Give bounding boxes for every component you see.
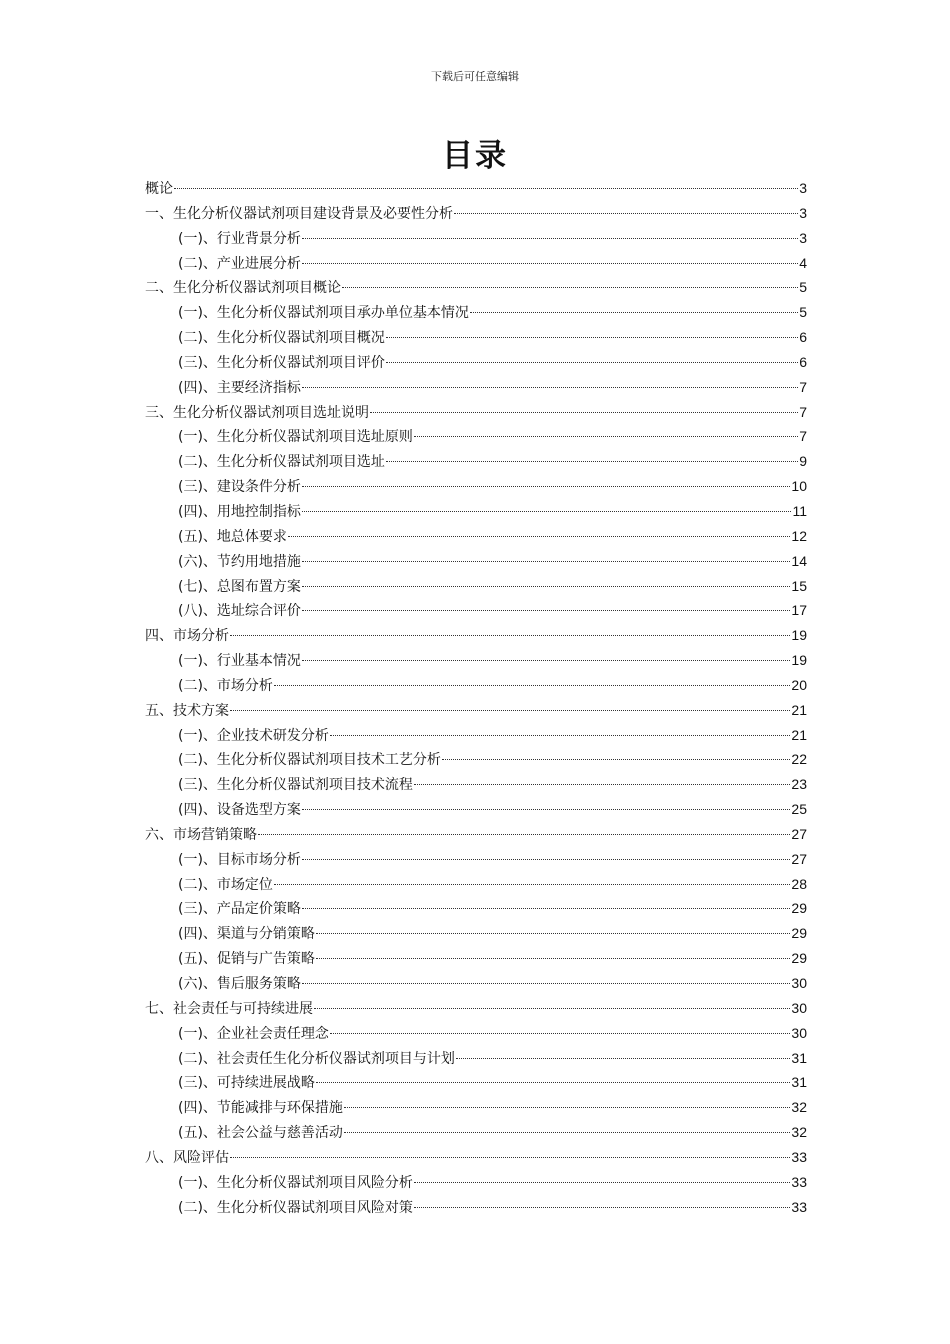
toc-entry[interactable]	[145, 1120, 807, 1145]
toc-entry-page-number: 27	[791, 850, 807, 867]
toc-entry-label: (二)、产业进展分析	[178, 255, 301, 272]
toc-entry-page-number: 3	[799, 180, 807, 196]
toc-entry-label: (三)、产品定价策略	[178, 901, 301, 918]
toc-entry[interactable]	[145, 598, 807, 623]
toc-entry[interactable]	[145, 449, 807, 474]
toc-entry[interactable]	[145, 946, 807, 971]
toc-entry[interactable]	[145, 251, 807, 276]
toc-dot-leader	[442, 759, 790, 760]
toc-entry-label: 一、生化分析仪器试剂项目建设背景及必要性分析	[145, 205, 453, 222]
toc-dot-leader	[302, 511, 792, 512]
toc-dot-leader	[386, 461, 798, 462]
toc-entry[interactable]	[145, 176, 807, 201]
toc-dot-leader	[344, 1107, 790, 1108]
toc-entry[interactable]	[145, 574, 807, 599]
toc-dot-leader	[470, 312, 798, 313]
toc-dot-leader	[414, 436, 798, 437]
toc-entry-label: (七)、总图布置方案	[178, 578, 301, 595]
toc-entry-label: (一)、生化分析仪器试剂项目风险分析	[178, 1174, 413, 1191]
toc-dot-leader	[316, 933, 790, 934]
toc-entry-label: (一)、生化分析仪器试剂项目选址原则	[178, 429, 413, 446]
toc-entry-page-number: 33	[791, 1198, 807, 1215]
toc-entry-page-number: 33	[791, 1173, 807, 1190]
toc-entry-page-number: 21	[791, 726, 807, 743]
toc-entry-page-number: 25	[791, 801, 807, 818]
toc-dot-leader	[174, 188, 798, 189]
toc-entry-page-number: 29	[791, 950, 807, 967]
toc-entry-page-number: 4	[799, 254, 807, 271]
toc-entry[interactable]	[145, 797, 807, 822]
toc-entry-page-number: 7	[799, 403, 807, 420]
toc-entry[interactable]	[145, 201, 807, 226]
toc-entry-page-number: 32	[791, 1099, 807, 1116]
toc-entry[interactable]	[145, 1021, 807, 1046]
toc-entry[interactable]	[145, 996, 807, 1021]
toc-entry-label: (六)、售后服务策略	[178, 976, 301, 992]
toc-entry-label: (二)、生化分析仪器试剂项目概况	[178, 330, 385, 347]
toc-entry-label: (二)、社会责任生化分析仪器试剂项目与计划	[178, 1050, 455, 1067]
toc-entry[interactable]	[145, 1195, 807, 1220]
toc-entry[interactable]	[145, 400, 807, 425]
toc-entry-label: 二、生化分析仪器试剂项目概论	[145, 280, 341, 297]
toc-dot-leader	[230, 710, 790, 711]
toc-entry-page-number: 19	[791, 652, 807, 669]
toc-entry-label: (三)、建设条件分析	[178, 479, 301, 496]
toc-entry[interactable]	[145, 325, 807, 350]
toc-dot-leader	[230, 1157, 790, 1158]
toc-dot-leader	[302, 859, 790, 860]
toc-dot-leader	[316, 958, 790, 959]
toc-title: 目录	[442, 138, 508, 174]
toc-entry-label: (四)、主要经济指标	[178, 379, 301, 396]
toc-dot-leader	[370, 412, 798, 413]
toc-entry-label: (四)、设备选型方案	[178, 802, 301, 819]
toc-dot-leader	[414, 1182, 790, 1183]
toc-entry-page-number: 9	[799, 453, 807, 470]
toc-entry-page-number: 10	[791, 478, 807, 495]
toc-entry-label: (二)、市场定位	[178, 876, 273, 893]
toc-dot-leader	[414, 784, 790, 785]
toc-dot-leader	[302, 561, 790, 562]
toc-entry-page-number: 33	[791, 1148, 807, 1165]
toc-entry-page-number: 6	[799, 329, 807, 346]
toc-entry[interactable]	[145, 350, 807, 375]
toc-dot-leader	[456, 1058, 790, 1059]
toc-entry-page-number: 27	[791, 825, 807, 842]
toc-entry-label: (八)、选址综合评价	[178, 603, 301, 620]
toc-entry-label: (六)、节约用地措施	[178, 553, 301, 570]
toc-entry-label: (三)、可持续进展战略	[178, 1075, 315, 1092]
toc-entry-page-number: 11	[792, 502, 807, 519]
toc-dot-leader	[414, 1207, 790, 1208]
toc-entry-label: (二)、生化分析仪器试剂项目技术工艺分析	[178, 752, 441, 769]
toc-entry-label: (四)、节能减排与环保措施	[178, 1100, 343, 1117]
toc-entry[interactable]	[145, 1046, 807, 1071]
toc-entry-label: (一)、企业社会责任理念	[178, 1025, 329, 1042]
toc-entry-label: (一)、行业基本情况	[178, 653, 301, 670]
toc-entry-page-number: 14	[791, 552, 807, 569]
toc-dot-leader	[302, 908, 790, 909]
toc-entry[interactable]	[145, 723, 807, 748]
toc-entry-page-number: 32	[791, 1124, 807, 1141]
toc-dot-leader	[274, 884, 790, 885]
toc-dot-leader	[302, 660, 790, 661]
toc-entry[interactable]	[145, 772, 807, 797]
toc-entry-label: 八、风险评估	[145, 1149, 229, 1166]
toc-entry[interactable]	[145, 847, 807, 872]
toc-entry-page-number: 5	[799, 279, 807, 296]
toc-entry-page-number: 7	[799, 378, 807, 395]
toc-entry-page-number: 3	[799, 204, 807, 221]
toc-entry-page-number: 22	[791, 751, 807, 768]
toc-entry[interactable]	[145, 226, 807, 251]
toc-entry-page-number: 31	[791, 1074, 807, 1091]
toc-entry[interactable]	[145, 747, 807, 772]
toc-entry-label: (四)、用地控制指标	[178, 503, 301, 520]
toc-dot-leader	[302, 387, 798, 388]
toc-entry[interactable]	[145, 698, 807, 723]
toc-dot-leader	[274, 685, 790, 686]
toc-entry-page-number: 12	[791, 527, 807, 544]
toc-dot-leader	[330, 735, 790, 736]
toc-entry-label: (五)、地总体要求	[178, 528, 287, 545]
toc-dot-leader	[258, 834, 790, 835]
toc-entry-page-number: 29	[791, 900, 807, 917]
toc-entry[interactable]	[145, 1170, 807, 1195]
toc-entry-page-number: 30	[791, 1024, 807, 1041]
toc-entry[interactable]	[145, 375, 807, 400]
toc-entry-label: (五)、促销与广告策略	[178, 951, 315, 968]
toc-dot-leader	[302, 238, 798, 239]
toc-entry-page-number: 5	[799, 304, 807, 321]
toc-dot-leader	[386, 337, 798, 338]
toc-entry-page-number: 28	[791, 875, 807, 892]
toc-dot-leader	[342, 287, 798, 288]
toc-dot-leader	[302, 263, 798, 264]
toc-dot-leader	[230, 635, 790, 636]
toc-dot-leader	[454, 213, 798, 214]
toc-entry-label: (四)、渠道与分销策略	[178, 926, 315, 943]
toc-dot-leader	[302, 610, 790, 611]
toc-entry[interactable]	[145, 499, 807, 524]
toc-dot-leader	[288, 536, 790, 537]
toc-entry[interactable]	[145, 872, 807, 897]
toc-entry[interactable]	[145, 549, 807, 574]
table-of-contents	[145, 176, 807, 1219]
toc-entry[interactable]	[145, 275, 807, 300]
toc-entry-label: (二)、市场分析	[178, 677, 273, 694]
toc-entry-page-number: 29	[791, 925, 807, 942]
toc-entry-label: 概论	[145, 181, 173, 197]
toc-entry[interactable]	[145, 1070, 807, 1095]
toc-dot-leader	[344, 1132, 790, 1133]
toc-entry-label: (一)、生化分析仪器试剂项目承办单位基本情况	[178, 305, 469, 322]
toc-entry-label: 四、市场分析	[145, 628, 229, 645]
toc-dot-leader	[314, 1008, 790, 1009]
header-note: 下载后可任意编辑	[431, 70, 519, 83]
toc-entry-label: (二)、生化分析仪器试剂项目风险对策	[178, 1199, 413, 1216]
toc-entry[interactable]	[145, 921, 807, 946]
toc-dot-leader	[302, 586, 790, 587]
toc-entry[interactable]	[145, 1095, 807, 1120]
toc-entry-label: (三)、生化分析仪器试剂项目评价	[178, 354, 385, 371]
toc-entry-label: (五)、社会公益与慈善活动	[178, 1125, 343, 1142]
toc-entry-page-number: 30	[791, 975, 807, 991]
toc-entry-page-number: 20	[791, 676, 807, 693]
toc-entry-page-number: 7	[799, 428, 807, 445]
toc-entry-label: (一)、行业背景分析	[178, 230, 301, 247]
toc-entry[interactable]	[145, 300, 807, 325]
toc-entry[interactable]	[145, 1145, 807, 1170]
toc-entry-label: 三、生化分析仪器试剂项目选址说明	[145, 404, 369, 421]
toc-entry[interactable]	[145, 524, 807, 549]
toc-entry-label: (一)、目标市场分析	[178, 851, 301, 868]
toc-dot-leader	[316, 1082, 790, 1083]
toc-entry[interactable]	[145, 673, 807, 698]
toc-dot-leader	[302, 809, 790, 810]
toc-entry-label: 五、技术方案	[145, 702, 229, 719]
toc-entry-label: (三)、生化分析仪器试剂项目技术流程	[178, 777, 413, 794]
toc-entry-page-number: 6	[799, 353, 807, 370]
toc-dot-leader	[330, 1033, 790, 1034]
toc-entry-label: (一)、企业技术研发分析	[178, 727, 329, 744]
toc-entry[interactable]	[145, 424, 807, 449]
toc-entry-page-number: 17	[791, 602, 807, 619]
toc-entry-label: 七、社会责任与可持续进展	[145, 1000, 313, 1017]
toc-entry-page-number: 3	[799, 229, 807, 246]
toc-entry-label: 六、市场营销策略	[145, 826, 257, 843]
toc-entry-page-number: 23	[791, 776, 807, 793]
toc-entry-page-number: 21	[791, 701, 807, 718]
toc-entry-page-number: 19	[791, 627, 807, 644]
toc-entry[interactable]	[145, 648, 807, 673]
toc-entry-page-number: 30	[791, 999, 807, 1016]
toc-dot-leader	[302, 983, 790, 984]
toc-dot-leader	[302, 486, 790, 487]
toc-dot-leader	[386, 362, 798, 363]
toc-entry-label: (二)、生化分析仪器试剂项目选址	[178, 454, 385, 471]
toc-entry[interactable]	[145, 822, 807, 847]
toc-entry[interactable]	[145, 623, 807, 648]
toc-entry-page-number: 15	[791, 577, 807, 594]
toc-entry[interactable]	[145, 896, 807, 921]
toc-entry[interactable]	[145, 474, 807, 499]
toc-entry-page-number: 31	[791, 1049, 807, 1066]
toc-entry[interactable]	[145, 971, 807, 996]
